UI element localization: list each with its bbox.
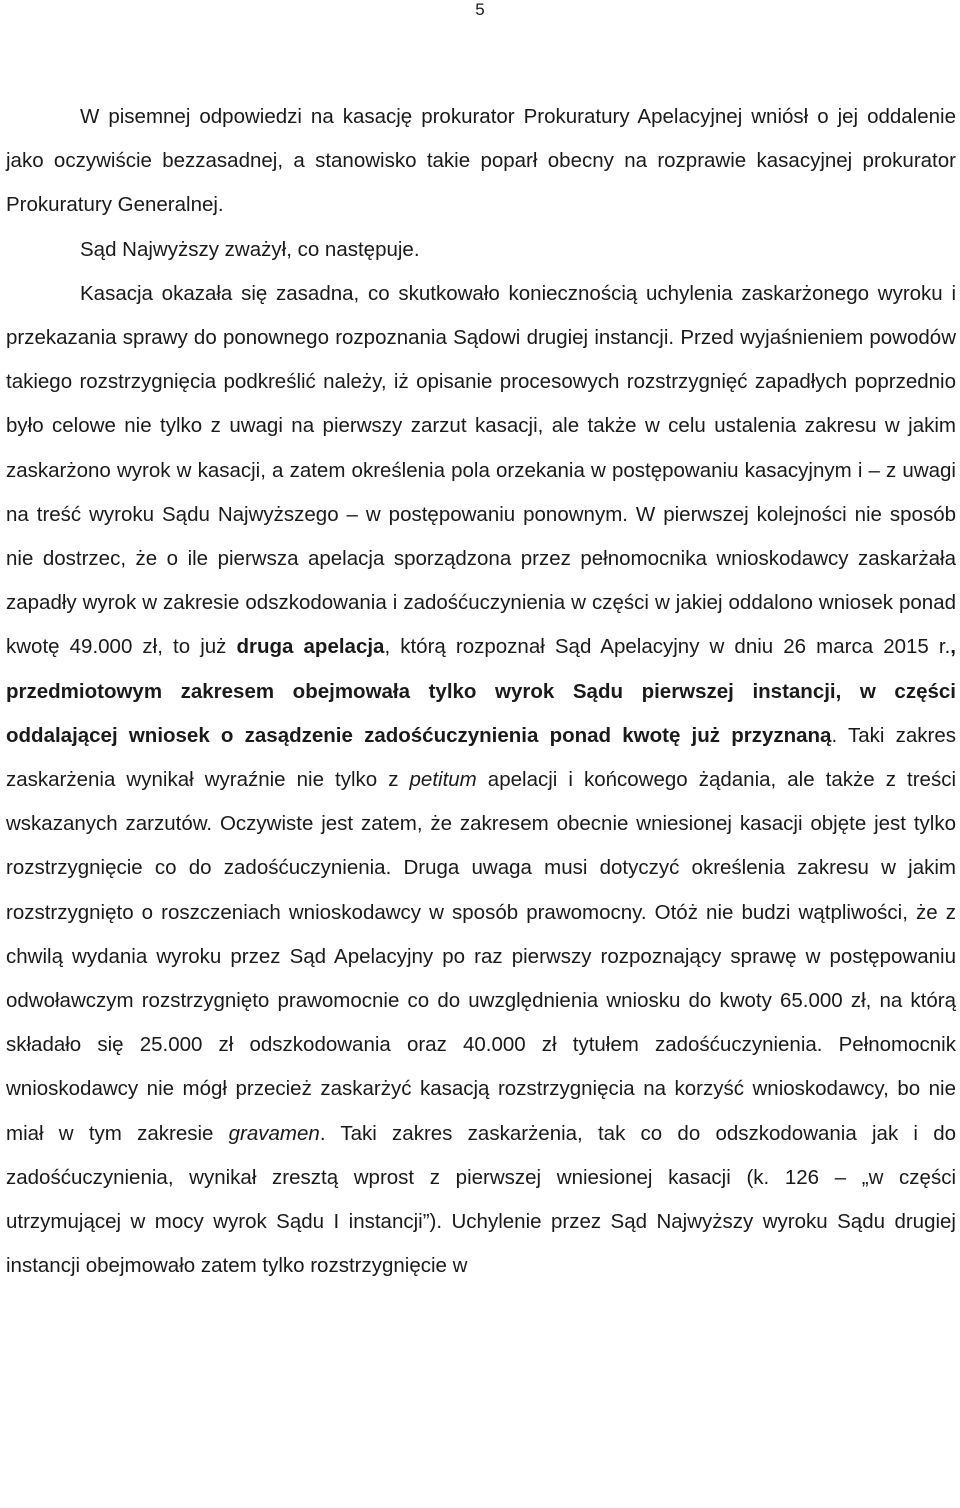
page-number: 5 (475, 0, 485, 19)
italic-term: petitum (409, 768, 477, 792)
text-segment: apelacji i końcowego żądania, ale także z treści wskazanych zarzutów. Oczywiste jest zatem, że zakresem obecnie wniesionej kasacji objęte jest tylko rozstrzygnięcie co do zadośćuczynienia. Druga uwaga musi dotyczyć określenia zakresu w jakim rozstrzygnięto o roszczeniach wnioskodawcy w sposób prawomocny. Otóż nie budzi wątpliwości, że z chwilą wydania wyroku przez Sąd Apelacyjny po raz pierwszy rozpoznający sprawę w postępowaniu odwoławczym rozstrzygnięto prawomocnie co do uwzględnienia wniosku do kwoty 65.000 zł, na którą składało się 25.000 zł odszkodowania oraz 40.000 zł tytułem zadośćuczynienia. Pełnomocnik wnioskodawcy nie mógł przecież zaskarżyć kasacją rozstrzygnięcia na korzyść wnioskodawcy, bo nie miał w tym zakresie (6, 768, 956, 1145)
document-body (6, 95, 956, 1288)
paragraph-court-considered: Sąd Najwyższy zważył, co następuje. (80, 237, 420, 261)
italic-term: gravamen (228, 1121, 320, 1145)
bold-text: druga apelacja (236, 635, 385, 659)
bold-text: przedmiotowym zakresem obejmowała tylko wyrok Sądu pierwszej instancji, w części oddalającej wniosek o zasądzenie zadośćuczynienia ponad kwotę już przyznaną (6, 679, 956, 747)
text-segment: Kasacja okazała się zasadna, co skutkowało koniecznością uchylenia zaskarżonego wyroku i przekazania sprawy do ponownego rozpoznania Sądowi drugiej instancji. Przed wyjaśnieniem powodów takiego rozstrzygnięcia podkreślić należy, iż opisanie procesowych rozstrzygnięć zapadłych poprzednio było celowe nie tylko z uwagi na pierwszy zarzut kasacji, ale także w celu ustalenia zakresu w jakim zaskarżono wyrok w kasacji, a zatem określenia pola orzekania w postępowaniu kasacyjnym i – z uwagi na treść wyroku Sądu Najwyższego – w postępowaniu ponownym. W pierwszej kolejności nie sposób nie dostrzec, że o ile pierwsza apelacja sporządzona przez pełnomocnika wnioskodawcy zaskarżała zapadły wyrok w zakresie odszkodowania i zadośćuczynienia w części w jakiej oddalono wniosek ponad kwotę 49.000 zł, to już (6, 281, 956, 659)
text-segment: . Taki zakres zaskarżenia, tak co do odszkodowania jak i do zadośćuczynienia, wynikał zresztą wprost z pierwszej wniesionej kasacji (k. 126 – „w części utrzymującej w mocy wyrok Sądu I instancji”). Uchylenie przez Sąd Najwyższy wyroku Sądu drugiej instancji obejmowało zatem tylko rozstrzygnięcie w (6, 1121, 956, 1278)
paragraph-prosecutor-response: W pisemnej odpowiedzi na kasację prokurator Prokuratury Apelacyjnej wniósł o jej oddalenie jako oczywiście bezzasadnej, a stanowisko takie poparł obecny na rozprawie kasacyjnej prokurator Prokuratury Generalnej. (6, 105, 956, 217)
text-segment: , którą rozpoznał Sąd Apelacyjny w dniu 26 marca 2015 r. (384, 635, 951, 659)
bold-text: , (950, 635, 956, 659)
paragraph-reasoning (6, 272, 956, 1289)
text-segment: . Taki zakres zaskarżenia wynikał wyraźnie nie tylko z (6, 723, 956, 792)
